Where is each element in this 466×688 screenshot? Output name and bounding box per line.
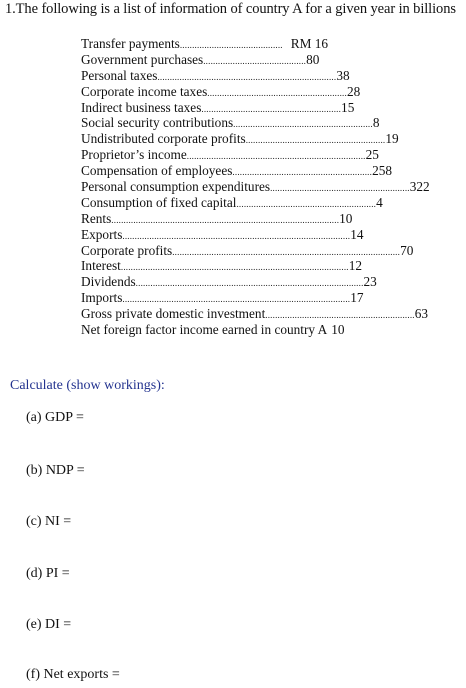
item-value: 23: [363, 274, 377, 290]
list-item: [81, 115, 381, 131]
question-di: (e) DI =: [26, 617, 72, 632]
list-item: [81, 322, 381, 338]
leader-dots: .........................................................: [201, 103, 342, 114]
item-value: 12: [348, 258, 363, 274]
leader-dots: .............................................................: [265, 310, 415, 321]
leader-dots: .............................................................................................: [172, 246, 401, 257]
leader-dots: .........................................................................: [157, 71, 337, 82]
item-value: 63: [414, 306, 429, 322]
leader-dots: .........................................................: [232, 167, 373, 178]
list-item: [81, 163, 393, 179]
question-gdp: (a) GDP =: [26, 410, 84, 425]
item-value: 38: [336, 67, 350, 83]
list-item: [81, 227, 381, 243]
item-label: Dividends: [81, 274, 136, 290]
item-label: Imports: [81, 290, 123, 306]
list-item: [81, 147, 381, 163]
item-label: Social security contributions: [81, 115, 234, 131]
leader-dots: .............................................................................................: [135, 278, 364, 289]
list-item: [81, 242, 414, 259]
item-label: Transfer payments: [81, 36, 180, 51]
list-item: [81, 195, 381, 211]
item-value: 14: [350, 226, 364, 242]
item-label: Interest: [81, 258, 121, 274]
leader-dots: .........................................................: [245, 135, 386, 146]
item-value: 25: [365, 147, 379, 163]
item-value: 28: [346, 83, 361, 99]
item-value: 8: [372, 115, 380, 131]
question-title: 1.The following is a list of information of country A for a given year in billions: [5, 1, 456, 17]
item-label: Undistributed corporate profits: [81, 131, 246, 147]
item-label: Corporate income taxes: [81, 83, 208, 99]
item-value: RM 16: [290, 36, 329, 51]
leader-dots: .............................................................................................: [122, 230, 351, 241]
list-item: [81, 68, 381, 84]
leader-dots: .........................................................: [207, 87, 347, 98]
leader-dots: .........................................................: [270, 183, 410, 194]
list-item: [81, 306, 429, 322]
item-value: 322: [409, 179, 430, 195]
item-label: Personal taxes: [81, 67, 158, 83]
item-label: Net foreign factor income earned in country A: [81, 322, 328, 338]
list-item: [81, 84, 381, 100]
item-value: 15: [341, 99, 355, 115]
list-item: [81, 100, 381, 116]
list-item: [81, 179, 430, 195]
list-item: [81, 211, 381, 227]
item-label: Exports: [81, 226, 123, 242]
item-label: Proprietor’s income: [81, 147, 187, 163]
leader-dots: .........................................................: [236, 198, 377, 209]
item-value: 10: [339, 210, 353, 226]
item-label: Rents: [81, 210, 112, 226]
item-label: Consumption of fixed capital: [81, 194, 237, 210]
leader-dots: .........................................................................: [186, 151, 366, 162]
list-item: [81, 36, 381, 52]
list-item: [81, 274, 381, 290]
leader-dots: ..........................................: [179, 40, 283, 50]
item-value: 258: [372, 163, 393, 179]
item-label: Gross private domestic investment: [81, 306, 266, 322]
list-item: [81, 290, 381, 306]
leader-dots: .........................................................: [233, 119, 373, 130]
item-value: 17: [350, 290, 364, 306]
item-value: 70: [400, 242, 414, 258]
question-ndp: (b) NDP =: [26, 463, 85, 478]
item-value: 19: [385, 131, 399, 147]
leader-dots: ..........................................: [203, 55, 307, 66]
item-value: 4: [376, 194, 383, 210]
leader-dots: .............................................................................................: [120, 262, 349, 273]
item-value: 10: [331, 322, 345, 338]
leader-dots: .............................................................................................: [122, 294, 351, 305]
question-net-exports: (f) Net exports =: [26, 667, 120, 682]
data-list: [81, 36, 430, 338]
calculate-heading: Calculate (show workings):: [10, 378, 165, 393]
question-ni: (c) NI =: [26, 514, 72, 529]
list-item: [81, 52, 381, 68]
item-label: Indirect business taxes: [81, 99, 202, 115]
item-value: 80: [306, 51, 320, 67]
leader-dots: .............................................................................................: [111, 214, 340, 225]
item-label: Corporate profits: [81, 242, 173, 258]
item-label: Compensation of employees: [81, 163, 233, 179]
question-pi: (d) PI =: [26, 566, 70, 581]
list-item: [81, 131, 399, 147]
item-label: Personal consumption expenditures: [81, 179, 271, 195]
item-label: Government purchases: [81, 51, 204, 67]
list-item: [81, 258, 381, 274]
